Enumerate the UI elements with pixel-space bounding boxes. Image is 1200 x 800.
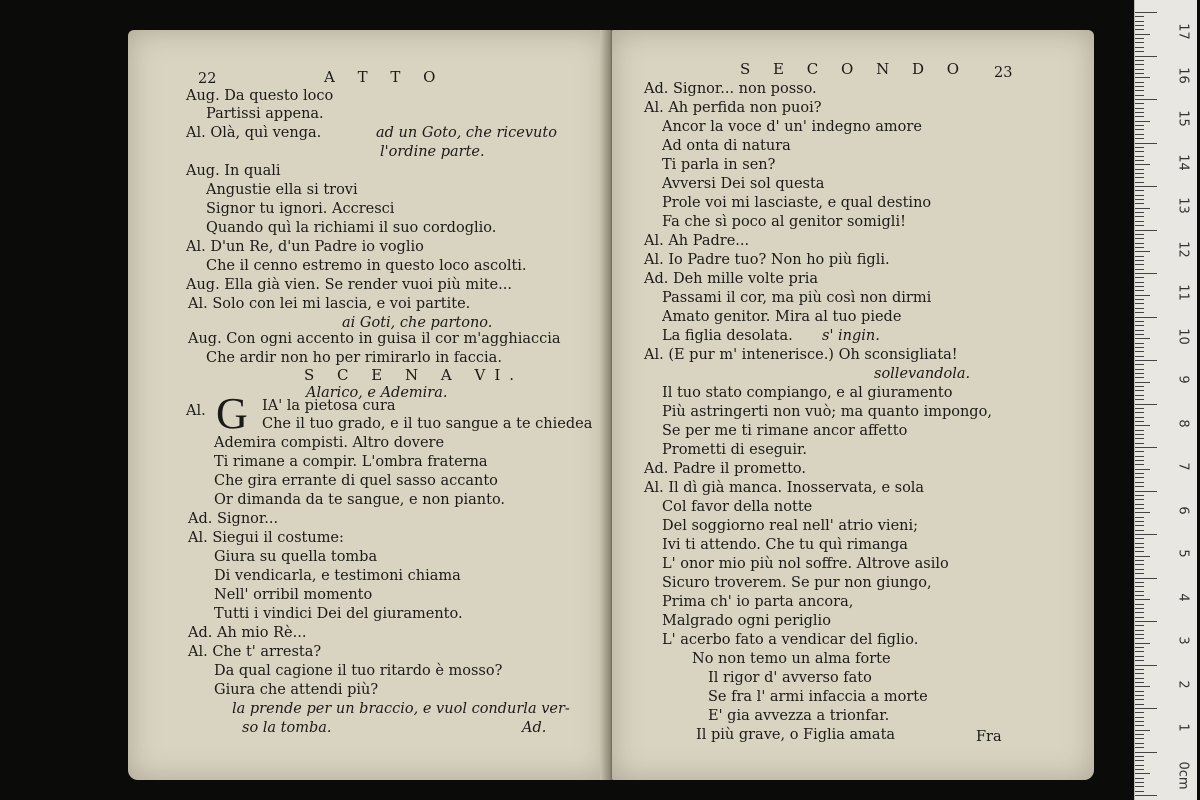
- ruler-tick: [1135, 260, 1144, 261]
- ruler-tick: [1135, 356, 1144, 357]
- running-header: S E C O N D O: [740, 60, 969, 78]
- text-line: Che gira errante di quel sasso accanto: [214, 473, 498, 489]
- ruler-tick: [1135, 330, 1144, 331]
- text-line: IA' la pietosa cura: [262, 398, 396, 414]
- ruler-tick: [1135, 725, 1144, 726]
- ruler-tick: [1135, 469, 1150, 470]
- ruler-label: 10: [1175, 327, 1191, 345]
- ruler-tick: [1135, 582, 1144, 583]
- text-line: Che ardir non ho per rimirarlo in faccia.: [206, 350, 502, 366]
- ruler-tick: [1135, 756, 1144, 757]
- ruler-label: 8: [1175, 418, 1191, 428]
- text-line: Aug. Con ogni accento in guisa il cor m'agghiaccia: [188, 331, 561, 347]
- ruler-tick: [1135, 586, 1144, 587]
- ruler-tick: [1135, 421, 1144, 422]
- ruler-tick: [1135, 760, 1144, 761]
- ruler-tick: [1135, 651, 1144, 652]
- ruler-tick: [1135, 195, 1144, 196]
- ruler-tick: [1135, 34, 1150, 35]
- ruler-tick: [1135, 678, 1144, 679]
- text-line: Sicuro troverem. Se pur non giungo,: [662, 575, 932, 591]
- ruler-tick: [1135, 225, 1144, 226]
- ruler-tick: [1135, 417, 1144, 418]
- ruler-tick: [1135, 16, 1144, 17]
- text-line: L' acerbo fato a vendicar del figlio.: [662, 632, 919, 648]
- text-line: Più astringerti non vuò; ma quanto impongo,: [662, 404, 992, 420]
- text-line: s' ingin.: [822, 328, 880, 344]
- ruler-tick: [1135, 604, 1144, 605]
- ruler-tick: [1135, 273, 1157, 274]
- text-line: Al. Il dì già manca. Inosservata, e sola: [644, 480, 925, 496]
- ruler-tick: [1135, 190, 1144, 191]
- ruler-tick: [1135, 103, 1144, 104]
- ruler-tick: [1135, 325, 1144, 326]
- ruler-tick: [1135, 765, 1144, 766]
- ruler-tick: [1135, 369, 1144, 370]
- ruler-tick: [1135, 164, 1150, 165]
- ruler-tick: [1135, 647, 1144, 648]
- ruler-tick: [1135, 638, 1144, 639]
- ruler-label: 2: [1175, 679, 1191, 689]
- ruler-tick: [1135, 612, 1144, 613]
- ruler-label: 1: [1175, 723, 1191, 732]
- ruler-tick: [1135, 169, 1144, 170]
- text-line: Amato genitor. Mira al tuo piede: [662, 309, 902, 325]
- ruler-tick: [1135, 512, 1150, 513]
- ruler-tick: [1135, 621, 1157, 622]
- ruler-tick: [1135, 743, 1144, 744]
- text-line: E' gia avvezza a trionfar.: [708, 708, 890, 724]
- text-line: Ad onta di natura: [662, 138, 791, 154]
- ruler-tick: [1135, 438, 1144, 439]
- ruler-tick: [1135, 499, 1144, 500]
- ruler-tick: [1135, 360, 1157, 361]
- text-line: Fa che sì poco al genitor somigli!: [662, 214, 906, 230]
- ruler-tick: [1135, 51, 1144, 52]
- text-line: Al. Io Padre tuo? Non ho più figli.: [644, 252, 890, 268]
- ruler-tick: [1135, 364, 1144, 365]
- ruler-tick: [1135, 134, 1144, 135]
- ruler-tick: [1135, 182, 1144, 183]
- text-line: Signor tu ignori. Accresci: [206, 201, 395, 217]
- ruler-tick: [1135, 121, 1150, 122]
- text-line: Alarico, e Ademira.: [306, 385, 448, 401]
- text-line: Ademira compisti. Altro dovere: [214, 435, 445, 451]
- ruler-tick: [1135, 786, 1144, 787]
- text-line: Ad. Signor... non posso.: [644, 81, 817, 97]
- left-page: [128, 30, 608, 780]
- text-line: Malgrado ogni periglio: [662, 613, 831, 629]
- ruler-tick: [1135, 434, 1144, 435]
- text-line: Col favor della notte: [662, 499, 813, 515]
- ruler-tick: [1135, 482, 1144, 483]
- ruler-tick: [1135, 86, 1144, 87]
- ruler-tick: [1135, 773, 1150, 774]
- text-line: Se per me ti rimane ancor affetto: [662, 423, 908, 439]
- ruler-tick: [1135, 704, 1144, 705]
- ruler-tick: [1135, 230, 1157, 231]
- text-line: Ad. Deh mille volte pria: [644, 271, 819, 287]
- ruler-tick: [1135, 747, 1144, 748]
- text-line: Nell' orribil momento: [214, 587, 373, 603]
- ruler-tick: [1135, 90, 1144, 91]
- ruler-tick: [1135, 208, 1150, 209]
- ruler-tick: [1135, 312, 1144, 313]
- text-line: L' onor mio più nol soffre. Altrove asilo: [662, 556, 949, 572]
- text-line: ad un Goto, che ricevuto: [376, 125, 557, 141]
- ruler-tick: [1135, 591, 1144, 592]
- ruler-tick: [1135, 251, 1150, 252]
- ruler-tick: [1135, 673, 1144, 674]
- text-line: Aug. In quali: [186, 163, 281, 179]
- ruler-tick: [1135, 686, 1150, 687]
- ruler-tick: [1135, 795, 1157, 796]
- ruler-tick: [1135, 547, 1144, 548]
- ruler-tick: [1135, 717, 1144, 718]
- ruler-tick: [1135, 721, 1144, 722]
- ruler-tick: [1135, 321, 1144, 322]
- ruler-tick: [1135, 116, 1144, 117]
- ruler-tick: [1135, 517, 1144, 518]
- ruler-tick: [1135, 12, 1157, 13]
- ruler-tick: [1135, 617, 1144, 618]
- text-line: Del soggiorno real nell' atrio vieni;: [662, 518, 919, 534]
- right-page: [612, 30, 1094, 780]
- text-line: Se fra l' armi infaccia a morte: [708, 689, 928, 705]
- ruler-label: 7: [1175, 462, 1191, 471]
- ruler-tick: [1135, 460, 1144, 461]
- running-header: A T T O: [324, 68, 445, 86]
- ruler-tick: [1135, 412, 1144, 413]
- ruler-tick: [1135, 573, 1144, 574]
- ruler-tick: [1135, 738, 1144, 739]
- ruler-tick: [1135, 578, 1157, 579]
- left-page-text: [128, 30, 608, 780]
- ruler-tick: [1135, 173, 1144, 174]
- text-line: Al. Ah Padre...: [644, 233, 750, 249]
- ruler-tick: [1135, 269, 1144, 270]
- ruler-tick: [1135, 38, 1144, 39]
- text-line: Quando quì la richiami il suo cordoglio.: [206, 220, 497, 236]
- text-line: Aug. Ella già vien. Se render vuoi più mite...: [186, 277, 512, 293]
- ruler-tick: [1135, 551, 1144, 552]
- ruler-tick: [1135, 221, 1144, 222]
- text-line: Aug. Da questo loco: [186, 88, 334, 104]
- ruler-tick: [1135, 60, 1144, 61]
- ruler-label: 17: [1175, 23, 1191, 40]
- ruler-tick: [1135, 643, 1150, 644]
- ruler-tick: [1135, 525, 1144, 526]
- ruler-tick: [1135, 338, 1150, 339]
- ruler-tick: [1135, 238, 1144, 239]
- text-line: Ivi ti attendo. Che tu quì rimanga: [662, 537, 908, 553]
- text-line: La figlia desolata.: [662, 328, 793, 344]
- ruler-tick: [1135, 64, 1144, 65]
- ruler-tick: [1135, 504, 1144, 505]
- ruler-tick: [1135, 473, 1144, 474]
- ruler-tick: [1135, 451, 1144, 452]
- ruler-tick: [1135, 299, 1144, 300]
- text-line: Ad.: [522, 720, 547, 736]
- ruler-tick: [1135, 382, 1150, 383]
- text-line: Giura su quella tomba: [214, 549, 378, 565]
- ruler-tick: [1135, 95, 1144, 96]
- text-line: Al. D'un Re, d'un Padre io voglio: [186, 239, 424, 255]
- ruler-tick: [1135, 486, 1144, 487]
- ruler-tick: [1135, 21, 1144, 22]
- text-line: Prometti di eseguir.: [662, 442, 807, 458]
- ruler-tick: [1135, 464, 1144, 465]
- ruler-tick: [1135, 277, 1144, 278]
- ruler-tick: [1135, 491, 1157, 492]
- text-line: Che il tuo grado, e il tuo sangue a te chiedea: [262, 416, 593, 432]
- ruler-tick: [1135, 177, 1144, 178]
- ruler-tick: [1135, 112, 1144, 113]
- ruler-tick: [1135, 752, 1157, 753]
- text-line: S C E N A VI.: [304, 366, 524, 384]
- ruler-tick: [1135, 734, 1144, 735]
- text-line: Ad. Signor...: [188, 511, 279, 527]
- ruler-label: 13: [1175, 197, 1191, 214]
- text-line: Al.: [186, 403, 206, 419]
- text-line: Al. Che t' arresta?: [188, 644, 322, 660]
- ruler-label: 4: [1175, 592, 1191, 602]
- page-number: 22: [198, 71, 217, 87]
- text-line: Il tuo stato compiango, e al giuramento: [662, 385, 953, 401]
- text-line: Ad. Ah mio Rè...: [188, 625, 307, 641]
- text-line: Il più grave, o Figlia amata: [696, 727, 896, 743]
- ruler-tick: [1135, 682, 1144, 683]
- ruler-tick: [1135, 308, 1144, 309]
- ruler-tick: [1135, 243, 1144, 244]
- ruler-tick: [1135, 595, 1144, 596]
- text-line: Al. (E pur m' intenerisce.) Oh sconsigliata!: [644, 347, 958, 363]
- drop-cap: G: [216, 389, 248, 438]
- text-line: Che il cenno estremo in questo loco ascolti.: [206, 258, 527, 274]
- text-line: Di vendicarla, e testimoni chiama: [214, 568, 461, 584]
- ruler-tick: [1135, 47, 1144, 48]
- text-line: Al. Solo con lei mi lascia, e voi partite.: [188, 296, 471, 312]
- ruler-tick: [1135, 186, 1157, 187]
- text-line: so la tomba.: [242, 720, 332, 736]
- ruler-tick: [1135, 556, 1150, 557]
- ruler-tick: [1135, 521, 1144, 522]
- ruler-tick: [1135, 264, 1144, 265]
- ruler-tick: [1135, 608, 1144, 609]
- ruler-tick: [1135, 782, 1144, 783]
- text-line: Ad. Padre il prometto.: [644, 461, 807, 477]
- ruler-tick: [1135, 691, 1144, 692]
- ruler-tick: [1135, 712, 1144, 713]
- ruler-tick: [1135, 212, 1144, 213]
- ruler-tick: [1135, 282, 1144, 283]
- ruler-tick: [1135, 630, 1144, 631]
- ruler-tick: [1135, 495, 1144, 496]
- ruler-tick: [1135, 247, 1144, 248]
- ruler-tick: [1135, 82, 1144, 83]
- ruler-tick: [1135, 69, 1144, 70]
- ruler-label: 5: [1175, 549, 1191, 558]
- ruler-tick: [1135, 408, 1144, 409]
- ruler-tick: [1135, 508, 1144, 509]
- ruler-tick: [1135, 99, 1157, 100]
- ruler-label: 3: [1175, 636, 1191, 645]
- ruler-tick: [1135, 456, 1144, 457]
- measuring-ruler: [1134, 0, 1197, 800]
- text-line: Ancor la voce d' un' indegno amore: [662, 119, 922, 135]
- ruler-tick: [1135, 377, 1144, 378]
- ruler-tick: [1135, 791, 1144, 792]
- ruler-tick: [1135, 665, 1157, 666]
- ruler-tick: [1135, 373, 1144, 374]
- text-line: la prende per un braccio, e vuol condurla ver-: [232, 701, 570, 717]
- ruler-tick: [1135, 77, 1150, 78]
- ruler-label: 14: [1175, 153, 1191, 171]
- text-line: Angustie ella si trovi: [206, 182, 358, 198]
- text-line: Ti rimane a compir. L'ombra fraterna: [214, 454, 488, 470]
- text-line: Tutti i vindici Dei del giuramento.: [214, 606, 463, 622]
- page-number: 23: [994, 65, 1013, 81]
- text-line: Al. Olà, quì venga.: [186, 125, 322, 141]
- ruler-tick: [1135, 56, 1157, 57]
- ruler-tick: [1135, 286, 1144, 287]
- ruler-tick: [1135, 730, 1150, 731]
- ruler-tick: [1135, 564, 1144, 565]
- text-line: Prole voi mi lasciaste, e qual destino: [662, 195, 932, 211]
- ruler-label: 15: [1175, 110, 1191, 127]
- ruler-tick: [1135, 151, 1144, 152]
- ruler-tick: [1135, 108, 1144, 109]
- ruler-tick: [1135, 290, 1144, 291]
- text-line: l'ordine parte.: [380, 144, 485, 160]
- text-line: Or dimanda da te sangue, e non pianto.: [214, 492, 506, 508]
- text-line: No non temo un alma forte: [692, 651, 891, 667]
- ruler-tick: [1135, 447, 1157, 448]
- text-line: Partissi appena.: [206, 106, 324, 122]
- ruler-tick: [1135, 125, 1144, 126]
- ruler-tick: [1135, 660, 1144, 661]
- ruler-tick: [1135, 203, 1144, 204]
- ruler-tick: [1135, 395, 1144, 396]
- text-line: sollevandola.: [874, 366, 971, 382]
- ruler-tick: [1135, 129, 1144, 130]
- ruler-tick: [1135, 477, 1144, 478]
- ruler-label: 16: [1175, 66, 1191, 84]
- text-line: Da qual cagione il tuo ritardo è mosso?: [214, 663, 503, 679]
- ruler-tick: [1135, 347, 1144, 348]
- ruler-tick: [1135, 234, 1144, 235]
- ruler-tick: [1135, 699, 1144, 700]
- ruler-label: 9: [1175, 375, 1191, 384]
- ruler-tick: [1135, 25, 1144, 26]
- ruler-label: 6: [1175, 505, 1191, 515]
- ruler-tick: [1135, 625, 1144, 626]
- ruler-tick: [1135, 303, 1144, 304]
- text-line: Al. Siegui il costume:: [188, 530, 344, 546]
- ruler-tick: [1135, 156, 1144, 157]
- ruler-tick: [1135, 404, 1157, 405]
- ruler-label: 12: [1175, 240, 1191, 258]
- ruler-tick: [1135, 160, 1144, 161]
- ruler-tick: [1135, 530, 1144, 531]
- ruler-tick: [1135, 399, 1144, 400]
- ruler-tick: [1135, 386, 1144, 387]
- ruler-tick: [1135, 334, 1144, 335]
- text-line: Fra: [976, 729, 1002, 745]
- ruler-tick: [1135, 343, 1144, 344]
- ruler-tick: [1135, 543, 1144, 544]
- text-line: ai Goti, che partono.: [342, 315, 493, 331]
- ruler-tick: [1135, 199, 1144, 200]
- right-page-text: [612, 30, 1094, 780]
- ruler-tick: [1135, 73, 1144, 74]
- ruler-tick: [1135, 42, 1144, 43]
- ruler-tick: [1135, 569, 1144, 570]
- ruler-tick: [1135, 634, 1144, 635]
- ruler-tick: [1135, 430, 1144, 431]
- ruler-tick: [1135, 695, 1144, 696]
- ruler-tick: [1135, 669, 1144, 670]
- ruler-tick: [1135, 443, 1144, 444]
- ruler-tick: [1135, 295, 1150, 296]
- text-line: Giura che attendi più?: [214, 682, 379, 698]
- ruler-tick: [1135, 390, 1144, 391]
- ruler-tick: [1135, 534, 1157, 535]
- ruler-tick: [1135, 656, 1144, 657]
- ruler-tick: [1135, 256, 1144, 257]
- ruler-tick: [1135, 425, 1150, 426]
- text-line: Al. Ah perfida non puoi?: [644, 100, 822, 116]
- text-line: Il rigor d' avverso fato: [708, 670, 872, 686]
- ruler-label: 0cm: [1175, 761, 1191, 790]
- text-line: Avversi Dei sol questa: [662, 176, 825, 192]
- ruler-tick: [1135, 317, 1157, 318]
- text-line: Prima ch' io parta ancora,: [662, 594, 854, 610]
- text-line: Passami il cor, ma più così non dirmi: [662, 290, 932, 306]
- ruler-label: 11: [1175, 284, 1191, 301]
- ruler-tick: [1135, 560, 1144, 561]
- ruler-tick: [1135, 143, 1157, 144]
- ruler-tick: [1135, 778, 1144, 779]
- text-line: Ti parla in sen?: [662, 157, 776, 173]
- ruler-tick: [1135, 216, 1144, 217]
- ruler-tick: [1135, 138, 1144, 139]
- ruler-tick: [1135, 351, 1144, 352]
- ruler-tick: [1135, 29, 1144, 30]
- ruler-tick: [1135, 147, 1144, 148]
- ruler-tick: [1135, 769, 1144, 770]
- ruler-tick: [1135, 599, 1150, 600]
- ruler-tick: [1135, 708, 1157, 709]
- ruler-tick: [1135, 538, 1144, 539]
